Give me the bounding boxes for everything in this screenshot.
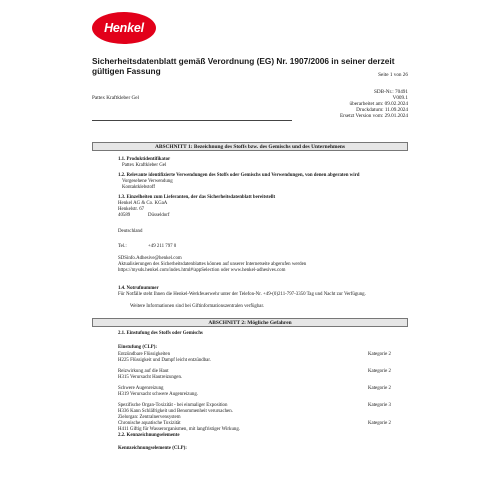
tel-number: +49 211 797 0 [148, 244, 177, 249]
labeling-title: Kennzeichnungselemente (CLP): [118, 446, 187, 451]
company-country: Deutschland [118, 229, 143, 234]
revised-date: überarbeitet am: 09.02.2024 [349, 101, 408, 107]
hazard-class: Reizwirkung auf die Haut [118, 369, 169, 374]
hazard-statement: H225 Flüssigkeit und Dampf leicht entzündbar. [118, 358, 211, 363]
hazard-statement: Zielorgan: Zentralnervensystem [118, 415, 181, 420]
henkel-logo: Henkel [92, 12, 156, 44]
product-underline [92, 120, 292, 121]
emergency-text: Für Notfälle steht Ihnen die Henkel-Werkfeuerwehr unter der Telefon-Nr. +49-(0)211-797-3350 Tag und Nacht zur Verfügung. [118, 292, 366, 297]
replaces-version: Ersetzt Version vom: 29.01.2024 [339, 113, 408, 119]
company-city: Düsseldorf [148, 213, 170, 218]
hazard-class: Entzündbare Flüssigkeiten [118, 352, 171, 357]
s12-title: 1.2. Relevante identifizierte Verwendungen des Stoffs oder Gemischs und Verwendungen, von denen abgeraten wird [118, 173, 360, 178]
hazard-class: Spezifische Organ-Toxizität - bei einmaliger Exposition [118, 403, 228, 408]
s21-title: 2.1. Einstufung des Stoffs oder Gemischs [118, 331, 203, 336]
hazard-statement: H315 Verursacht Hautreizungen. [118, 375, 183, 380]
s11-value: Pattex Kraftkleber Gel [122, 163, 167, 168]
hazard-statement: H411 Giftig für Wasserorganismen, mit langfristiger Wirkung. [118, 427, 241, 432]
section-1-heading: ABSCHNITT 1: Bezeichnung des Stoffs bzw. des Gemischs und des Unternehmens [92, 142, 408, 151]
s13-title: 1.3. Einzelheiten zum Lieferanten, der das Sicherheitsdatenblatt bereitstellt [118, 195, 276, 200]
clp-title: Einstufung (CLP): [118, 345, 157, 350]
update-note: Aktualisierungen des Sicherheitsdatenblattes können auf unserer Internetseite abgerufen werden [118, 262, 307, 267]
update-link: https://mysds.henkel.com/index.html#/appSelection oder www.henkel-adhesives.com [118, 268, 286, 273]
product-name: Pattex Kraftkleber Gel [92, 95, 139, 101]
version: V009.1 [392, 95, 408, 101]
document-title: Sicherheitsdatenblatt gemäß Verordnung (EG) Nr. 1907/2006 in seiner derzeit gültigen Fassung [92, 56, 395, 76]
s22-title: 2.2. Kennzeichnungselemente [118, 433, 180, 438]
s12-line2: Kontaktklebstoff [122, 185, 156, 190]
section-2-heading: ABSCHNITT 2: Mögliche Gefahren [92, 318, 408, 327]
contact-email: SDSinfo.Adhesive@henkel.com [118, 256, 182, 261]
hazard-class: Chronische aquatische Toxizität [118, 421, 181, 426]
company-street: Henkelstr. 67 [118, 207, 145, 212]
company-zip: 40589 [118, 213, 131, 218]
s12-line1: Vorgesehene Verwendung [122, 179, 173, 184]
hazard-statement: H319 Verursacht schwere Augenreizung. [118, 392, 199, 397]
hazard-category: Kategorie 2 [368, 352, 391, 357]
print-date: Druckdatum: 11.09.2024 [356, 107, 408, 113]
hazard-category: Kategorie 2 [368, 421, 391, 426]
company-name: Henkel AG & Co. KGaA [118, 201, 168, 206]
hazard-category: Kategorie 2 [368, 369, 391, 374]
sdb-number: SDB-Nr.: 70491 [373, 89, 408, 95]
tel-label: Tel.: [118, 244, 127, 249]
s11-title: 1.1. Produktidentifikator [118, 157, 171, 162]
hazard-statement: H336 Kann Schläfrigkeit und Benommenheit verursachen. [118, 409, 233, 414]
s14-title: 1.4. Notrufnummer [118, 286, 159, 291]
hazard-category: Kategorie 2 [368, 386, 391, 391]
further-info: Weitere Informationen sind bei Giftinformationszentralen verfügbar. [130, 304, 265, 309]
hazard-class: Schwere Augenreizung [118, 386, 164, 391]
page-info: Seite 1 von 26 [378, 72, 408, 78]
hazard-category: Kategorie 3 [368, 403, 391, 408]
